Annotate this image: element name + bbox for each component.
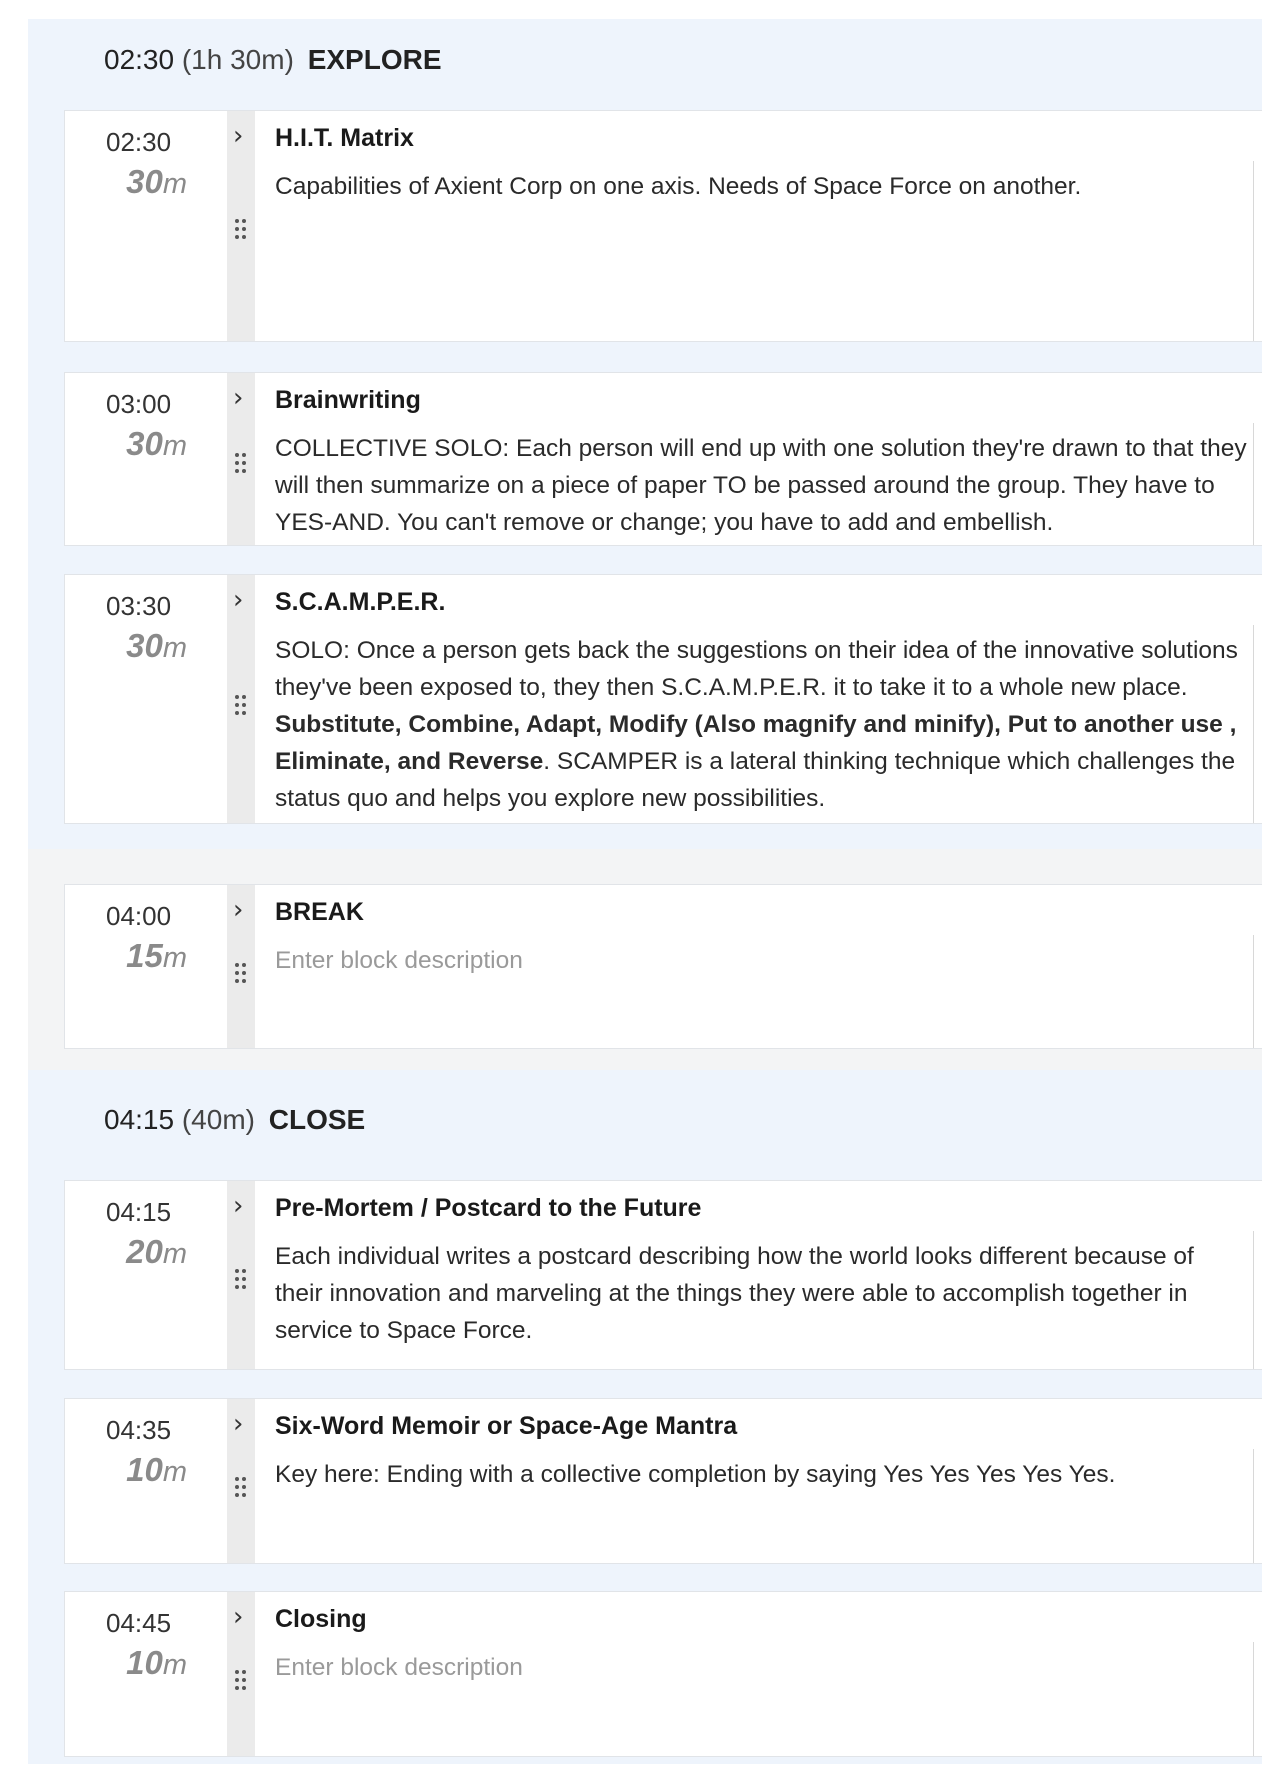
block-content: [275, 895, 1248, 979]
agenda-block-break[interactable]: [64, 884, 1262, 1049]
block-start-time[interactable]: 03:30: [106, 591, 172, 621]
block-duration[interactable]: 15m: [126, 937, 187, 974]
block-title[interactable]: S.C.A.M.P.E.R.: [275, 588, 446, 616]
block-handle[interactable]: [227, 373, 255, 545]
block-start-time[interactable]: 03:00: [106, 389, 172, 419]
chevron-right-icon[interactable]: ›: [233, 585, 244, 615]
section-name[interactable]: CLOSE: [268, 1104, 366, 1135]
block-duration[interactable]: 20m: [126, 1233, 187, 1270]
section-name[interactable]: EXPLORE: [307, 44, 442, 75]
drag-handle-icon[interactable]: [235, 963, 247, 985]
section-header[interactable]: [104, 1104, 365, 1136]
block-content: [275, 585, 1248, 817]
divider: [1253, 423, 1254, 545]
block-handle[interactable]: [227, 111, 255, 341]
chevron-right-icon[interactable]: ›: [233, 1409, 244, 1439]
section-duration: (40m): [181, 1104, 255, 1135]
block-title[interactable]: BREAK: [275, 898, 364, 926]
time-column: [65, 575, 227, 823]
agenda-block-six-word-memoir[interactable]: [64, 1398, 1262, 1564]
section-start-time: 04:15: [104, 1104, 175, 1135]
time-column: [65, 1181, 227, 1369]
block-handle[interactable]: [227, 1399, 255, 1563]
block-duration[interactable]: 30m: [126, 627, 187, 664]
section-header[interactable]: [104, 44, 442, 76]
section-start-time: 02:30: [104, 44, 175, 75]
time-column: [65, 1399, 227, 1563]
divider: [1253, 1231, 1254, 1369]
block-handle[interactable]: [227, 1592, 255, 1756]
divider: [1253, 1449, 1254, 1563]
block-title[interactable]: Brainwriting: [275, 386, 421, 414]
block-title[interactable]: Closing: [275, 1605, 367, 1633]
section-duration: (1h 30m): [181, 44, 294, 75]
block-title[interactable]: Six-Word Memoir or Space-Age Mantra: [275, 1412, 738, 1440]
block-content: [275, 121, 1248, 205]
block-content: [275, 1191, 1248, 1349]
agenda-block-closing[interactable]: [64, 1591, 1262, 1757]
block-description[interactable]: SOLO: Once a person gets back the suggestions on their idea of the innovative solutions they've been exposed to, they then S.C.A.M.P.E.R. it to take it to a whole new place. Substitute, Combine, Adapt, Modify (Also magnify and minify), Put to another use , Eliminate, and Reverse. SCAMPER is a lateral thinking technique which challenges the status quo and helps you explore new possibilities.: [275, 637, 1238, 812]
block-description-placeholder[interactable]: Enter block description: [275, 1654, 523, 1681]
block-description[interactable]: Capabilities of Axient Corp on one axis. Needs of Space Force on another.: [275, 173, 1082, 200]
time-column: [65, 111, 227, 341]
divider: [1253, 1642, 1254, 1756]
block-handle[interactable]: [227, 1181, 255, 1369]
agenda-block-pre-mortem[interactable]: [64, 1180, 1262, 1370]
block-content: [275, 1602, 1248, 1686]
block-duration[interactable]: 10m: [126, 1644, 187, 1681]
drag-handle-icon[interactable]: [235, 453, 247, 475]
divider: [1253, 625, 1254, 823]
block-content: [275, 1409, 1248, 1493]
block-duration[interactable]: 30m: [126, 163, 187, 200]
block-description[interactable]: COLLECTIVE SOLO: Each person will end up with one solution they're drawn to that they will then summarize on a piece of paper TO be passed around the group. They have to YES-AND. You can't remove or change; you have to add and embellish.: [275, 435, 1247, 536]
block-start-time[interactable]: 04:45: [106, 1608, 172, 1638]
chevron-right-icon[interactable]: ›: [233, 121, 244, 151]
block-description[interactable]: Key here: Ending with a collective completion by saying Yes Yes Yes Yes Yes.: [275, 1461, 1116, 1488]
chevron-right-icon[interactable]: ›: [233, 1602, 244, 1632]
drag-handle-icon[interactable]: [235, 1477, 247, 1499]
agenda-block-hit-matrix[interactable]: [64, 110, 1262, 342]
time-column: [65, 373, 227, 545]
block-handle[interactable]: [227, 885, 255, 1048]
chevron-right-icon[interactable]: ›: [233, 383, 244, 413]
agenda-block-brainwriting[interactable]: [64, 372, 1262, 546]
time-column: [65, 885, 227, 1048]
block-start-time[interactable]: 04:35: [106, 1415, 172, 1445]
drag-handle-icon[interactable]: [235, 219, 247, 241]
chevron-right-icon[interactable]: ›: [233, 895, 244, 925]
block-title[interactable]: Pre-Mortem / Postcard to the Future: [275, 1194, 702, 1222]
divider: [1253, 161, 1254, 341]
divider: [1253, 935, 1254, 1048]
block-content: [275, 383, 1248, 541]
agenda-block-scamper[interactable]: [64, 574, 1262, 824]
block-start-time[interactable]: 04:00: [106, 901, 172, 931]
time-column: [65, 1592, 227, 1756]
block-duration[interactable]: 10m: [126, 1451, 187, 1488]
block-duration[interactable]: 30m: [126, 425, 187, 462]
block-title[interactable]: H.I.T. Matrix: [275, 124, 414, 152]
block-handle[interactable]: [227, 575, 255, 823]
drag-handle-icon[interactable]: [235, 695, 247, 717]
drag-handle-icon[interactable]: [235, 1670, 247, 1692]
block-start-time[interactable]: 02:30: [106, 127, 172, 157]
block-start-time[interactable]: 04:15: [106, 1197, 172, 1227]
drag-handle-icon[interactable]: [235, 1269, 247, 1291]
chevron-right-icon[interactable]: ›: [233, 1191, 244, 1221]
block-description[interactable]: Each individual writes a postcard describing how the world looks different because of their innovation and marveling at the things they were able to accomplish together in service to Space Force.: [275, 1243, 1194, 1344]
block-description-placeholder[interactable]: Enter block description: [275, 947, 523, 974]
